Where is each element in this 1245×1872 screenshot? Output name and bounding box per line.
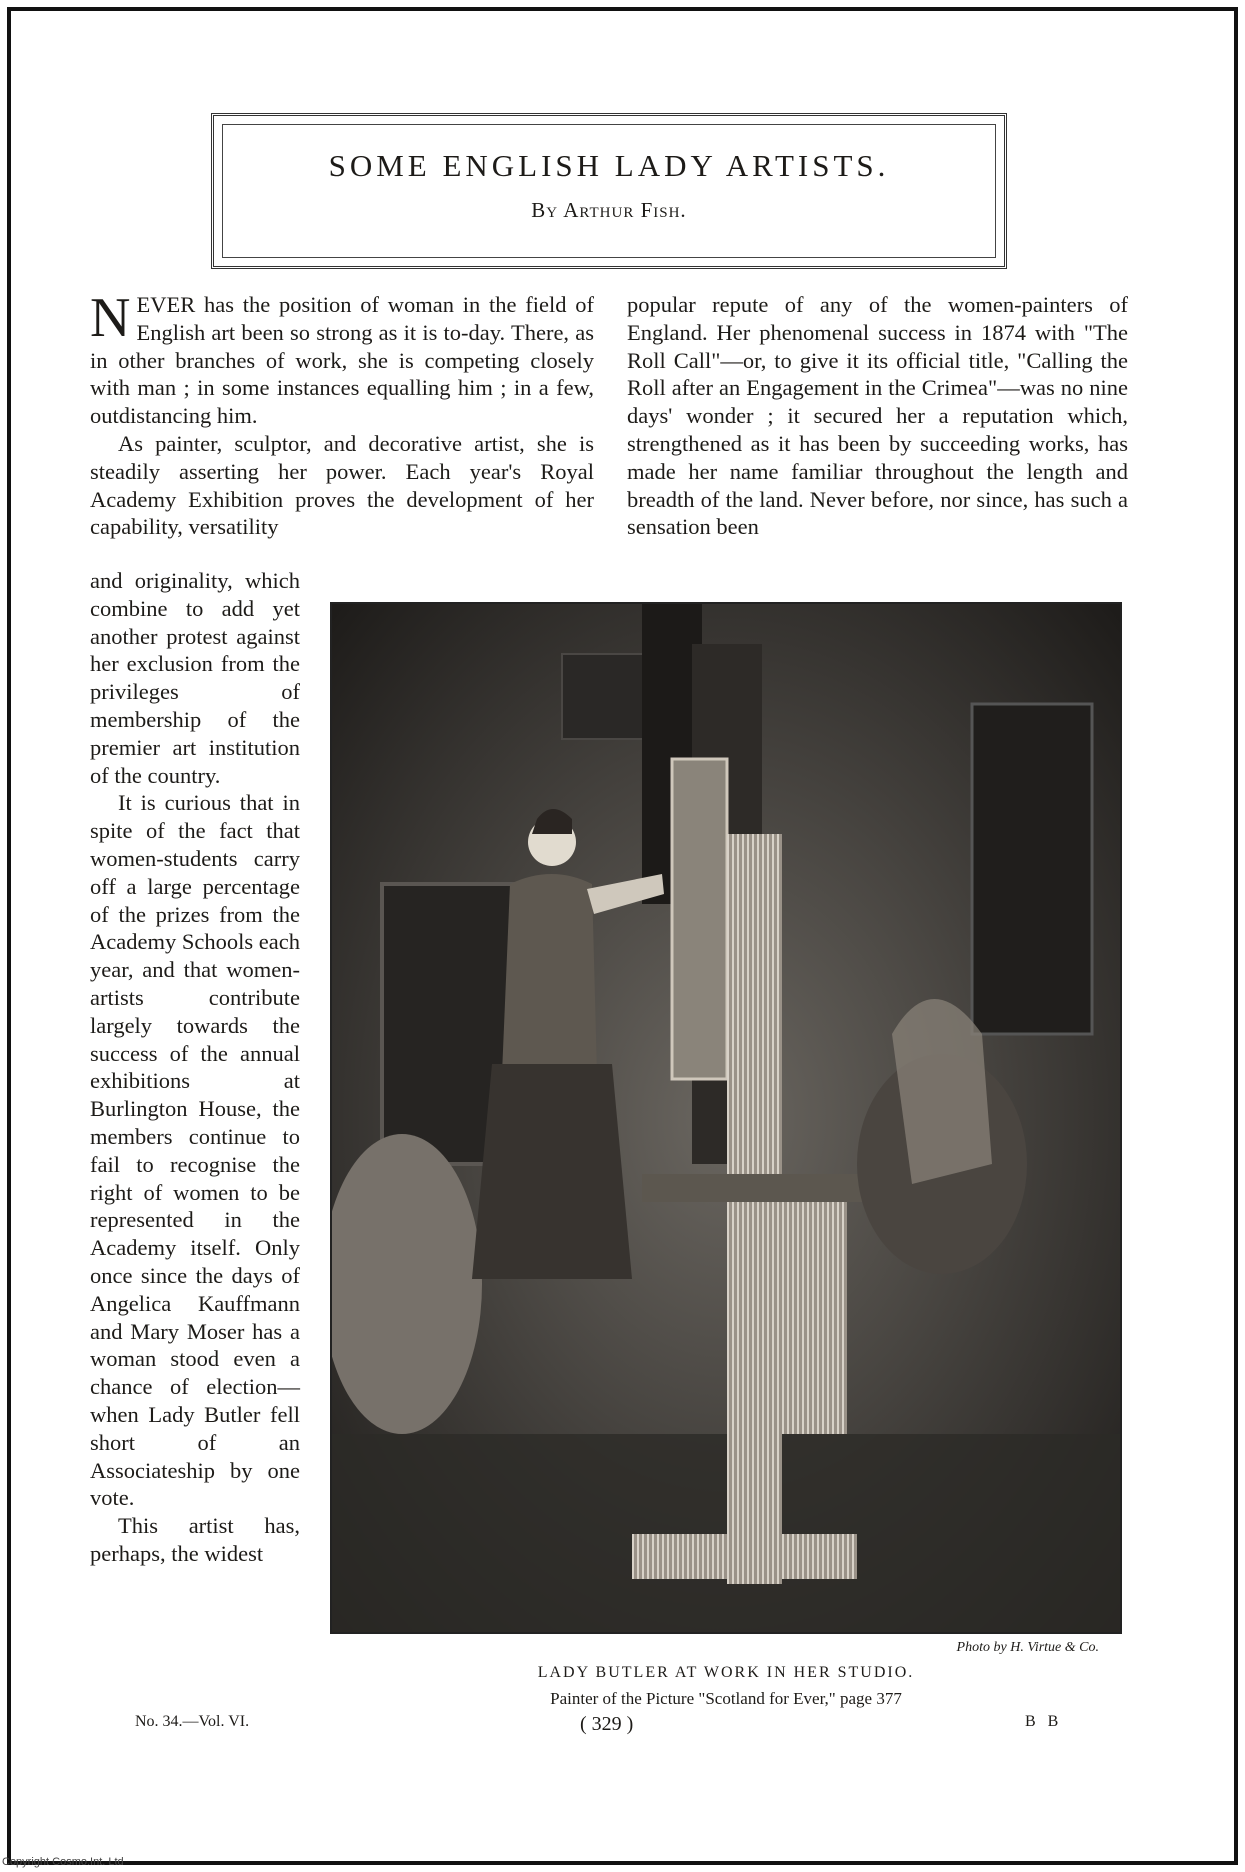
paragraph-1	[90, 287, 594, 430]
title-inner-rule	[222, 124, 996, 258]
article-title: SOME ENGLISH LADY ARTISTS.	[328, 148, 890, 183]
paragraph-2a: As painter, sculptor, and decorative artist, she is steadily asserting her power. Each year's Royal Academy Exhibition proves the development of her capability, versatility	[90, 430, 594, 540]
footer-volume: No. 34.—Vol. VI.	[135, 1713, 250, 1730]
photo-credit: Photo by H. Virtue & Co.	[956, 1640, 1099, 1655]
paragraph-1-text: EVER has the position of woman in the field of English art been so strong as it is to-day. There, as in other branches of work, she is competing closely with man ; in some instances equalling him ; in a few, outdistancing him.	[90, 292, 594, 429]
paragraph-2b: and originality, which combine to add yet another protest against her exclusion from the privileges of membership of the premier art institution of the country.	[90, 568, 300, 788]
photo-illustration	[332, 604, 1120, 1632]
paragraph-4: This artist has, perhaps, the widest	[90, 1513, 300, 1566]
footer-signature: B B	[1025, 1713, 1063, 1730]
article-byline: By Arthur Fish.	[531, 198, 687, 222]
figure-caption: LADY BUTLER AT WORK IN HER STUDIO.	[537, 1664, 915, 1681]
drop-cap: N	[90, 287, 131, 349]
copyright-note: Copyright Cosmo.Int. Ltd	[2, 1856, 124, 1868]
title-box	[211, 113, 1007, 269]
left-column-narrow	[90, 567, 300, 1568]
paragraph-3: It is curious that in spite of the fact that women-students carry off a large percentage of the prizes from the Academy Schools each year, and that women-artists contribute largely towards the success of the annual exhibitions at Burlington House, the members continue to fail to recognise the right of women to be represented in the Academy itself. Only once since the days of Angelica Kauffmann and Mary Moser has a woman stood even a chance of election—when Lady Butler fell short of an Associateship by one vote.	[90, 790, 300, 1511]
studio-photograph	[330, 602, 1122, 1634]
paragraph-5: popular repute of any of the women-painters of England. Her phenomenal success in 1874 with "The Roll Call"—or, to give it its official title, "Calling the Roll after an Engagement in the Crimea"—was no nine days' wonder ; it secured her a reputation which, strengthened as it has been by succeeding works, has made her name familiar throughout the length and breadth of the land. Never before, nor since, has such a sensation been	[627, 292, 1128, 540]
left-column-top	[90, 287, 594, 541]
figure-subcaption: Painter of the Picture "Scotland for Ever," page 377	[550, 1689, 902, 1708]
footer-page-number: ( 329 )	[580, 1713, 634, 1735]
right-column-top	[627, 291, 1128, 541]
